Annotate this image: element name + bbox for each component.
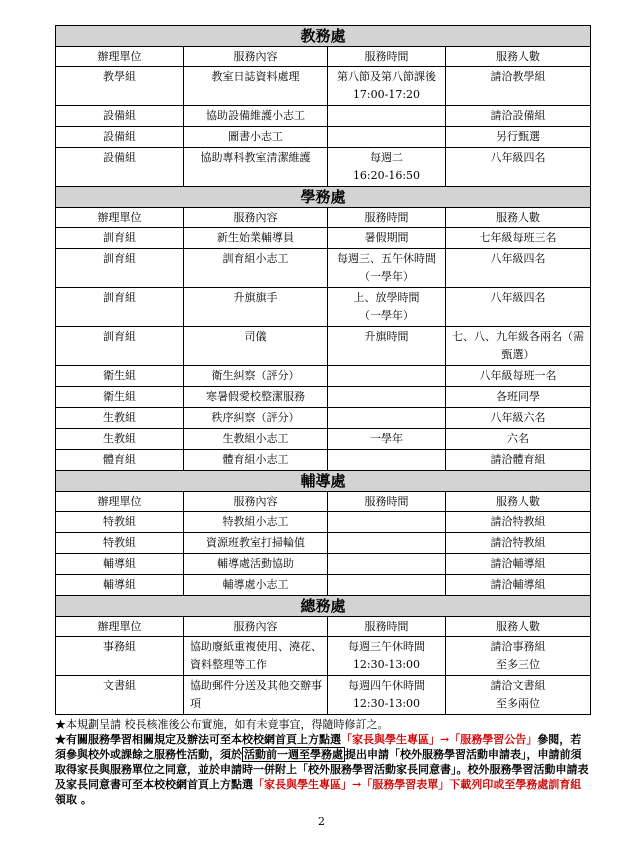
cell-unit: 訓育組 (56, 288, 184, 327)
column-header-row (56, 47, 591, 67)
cell-content: 衛生糾察（評分） (184, 366, 328, 387)
table-row (56, 429, 591, 450)
table-row (56, 450, 591, 471)
table-row (56, 533, 591, 554)
column-header: 服務內容 (184, 617, 328, 637)
cell-time: 升旗時間 (328, 327, 446, 366)
cell-count: 請洽輔導組 (446, 575, 591, 596)
section-title: 學務處 (56, 187, 591, 208)
table-row (56, 106, 591, 127)
column-header: 辦理單位 (56, 617, 184, 637)
column-header: 服務人數 (446, 47, 591, 67)
cell-unit: 輔導組 (56, 575, 184, 596)
cell-count: 請洽特教組 (446, 512, 591, 533)
page-number: 2 (318, 815, 325, 828)
note-approval: ★本規劃呈請 校長核准後公布實施，如有未竟事宜，得隨時修訂之。 (55, 718, 389, 731)
table-row (56, 554, 591, 575)
table-row (56, 512, 591, 533)
cell-content: 協助設備維護小志工 (184, 106, 328, 127)
cell-unit: 文書組 (56, 676, 184, 715)
table-row (56, 228, 591, 249)
cell-time: 上、放學時間 （一學年） (328, 288, 446, 327)
cell-content: 司儀 (184, 327, 328, 366)
column-header: 服務人數 (446, 617, 591, 637)
notes (55, 717, 590, 807)
cell-time: 每週四午休時間 12:30-13:00 (328, 676, 446, 715)
cell-unit: 事務組 (56, 637, 184, 676)
cell-unit: 設備組 (56, 106, 184, 127)
cell-time: 每週三、五午休時間（一學年） (328, 249, 446, 288)
table-row (56, 327, 591, 366)
cell-count: 八年級四名 (446, 249, 591, 288)
column-header: 服務人數 (446, 492, 591, 512)
table-row (56, 148, 591, 187)
cell-count: 請洽輔導組 (446, 554, 591, 575)
cell-time: 第八節及第八節課後17:00-17:20 (328, 67, 446, 106)
cell-count: 各班同學 (446, 387, 591, 408)
cell-count: 另行甄選 (446, 127, 591, 148)
column-header: 辦理單位 (56, 47, 184, 67)
cell-count: 七、八、九年級各兩名（需甄選） (446, 327, 591, 366)
section-title: 總務處 (56, 596, 591, 617)
cell-count: 八年級四名 (446, 148, 591, 187)
column-header: 服務內容 (184, 47, 328, 67)
section-title: 輔導處 (56, 471, 591, 492)
table-row (56, 249, 591, 288)
cell-time: 暑假期間 (328, 228, 446, 249)
cell-time (328, 512, 446, 533)
table-row (56, 288, 591, 327)
cell-time (328, 554, 446, 575)
cell-count: 請洽特教組 (446, 533, 591, 554)
cell-count: 六名 (446, 429, 591, 450)
cell-count: 八年級四名 (446, 288, 591, 327)
table-row (56, 387, 591, 408)
column-header: 服務時間 (328, 208, 446, 228)
cell-count: 八年級六名 (446, 408, 591, 429)
table-row (56, 575, 591, 596)
cell-content: 秩序糾察（評分） (184, 408, 328, 429)
cell-time (328, 387, 446, 408)
table-row (56, 408, 591, 429)
cell-count: 八年級每班一名 (446, 366, 591, 387)
cell-content: 輔導處活動協助 (184, 554, 328, 575)
cell-unit: 教學組 (56, 67, 184, 106)
note-service-learning: ★有關服務學習相關規定及辦法可至本校校網首頁上方點選「家長與學生專區」→「服務學習公告」參閱，若須參與校外或課餘之服務性活動，須於 活動前一週至學務處 提出申請「校外服務學習活動申請表」，申請前須取得家長與服務單位之同意，並於申請時一併附上「校外服務學習活動家長同意書」。校外服務學習活動申請表及家長同意書可至本校校網首頁上方點選「家長與學生專區」→「服務學習表單」下載列印或至學務處訓育組領取 。 (55, 733, 589, 806)
cell-time (328, 450, 446, 471)
cell-content: 教室日誌資料處理 (184, 67, 328, 106)
cell-content: 資源班教室打掃輪值 (184, 533, 328, 554)
table-row (56, 127, 591, 148)
cell-time (328, 106, 446, 127)
cell-count: 請洽教學組 (446, 67, 591, 106)
table-row (56, 366, 591, 387)
column-header-row (56, 617, 591, 637)
cell-time: 每週三午休時間 12:30-13:00 (328, 637, 446, 676)
section-header (56, 26, 591, 47)
cell-time (328, 366, 446, 387)
cell-content: 寒暑假愛校整潔服務 (184, 387, 328, 408)
cell-unit: 特教組 (56, 512, 184, 533)
cell-time (328, 127, 446, 148)
table-row (56, 637, 591, 676)
link-service-forms[interactable]: 「家長與學生專區」→「服務學習表單」下載列印或至學務處訓育組 (253, 778, 582, 791)
section-header (56, 187, 591, 208)
column-header: 服務時間 (328, 47, 446, 67)
cell-count: 請洽設備組 (446, 106, 591, 127)
document-page (55, 25, 590, 807)
column-header-row (56, 208, 591, 228)
cell-content: 協助專科教室清潔維護 (184, 148, 328, 187)
section-title: 教務處 (56, 26, 591, 47)
table-row (56, 676, 591, 715)
cell-content: 特教組小志工 (184, 512, 328, 533)
cell-unit: 衛生組 (56, 366, 184, 387)
section-header (56, 471, 591, 492)
cell-count: 請洽事務組 至多三位 (446, 637, 591, 676)
cell-content: 輔導處小志工 (184, 575, 328, 596)
column-header: 服務人數 (446, 208, 591, 228)
cell-unit: 衛生組 (56, 387, 184, 408)
cell-count: 請洽文書組 至多兩位 (446, 676, 591, 715)
column-header: 服務內容 (184, 208, 328, 228)
cell-time: 一學年 (328, 429, 446, 450)
column-header: 辦理單位 (56, 208, 184, 228)
cell-time (328, 575, 446, 596)
cell-time (328, 408, 446, 429)
cell-unit: 輔導組 (56, 554, 184, 575)
column-header: 服務時間 (328, 617, 446, 637)
cell-content: 協助郵件分送及其他交辦事項 (184, 676, 328, 715)
cell-unit: 訓育組 (56, 327, 184, 366)
deadline-box: 活動前一週至學務處 (244, 748, 343, 761)
cell-content: 協助廢紙重複使用、澆花、資料整理等工作 (184, 637, 328, 676)
cell-unit: 生教組 (56, 429, 184, 450)
cell-unit: 設備組 (56, 127, 184, 148)
cell-unit: 生教組 (56, 408, 184, 429)
cell-unit: 設備組 (56, 148, 184, 187)
column-header: 服務內容 (184, 492, 328, 512)
cell-unit: 訓育組 (56, 249, 184, 288)
cell-unit: 體育組 (56, 450, 184, 471)
service-table (55, 25, 591, 715)
cell-content: 圖書小志工 (184, 127, 328, 148)
cell-content: 生教組小志工 (184, 429, 328, 450)
link-service-announcement[interactable]: 「家長與學生專區」→「服務學習公告」 (341, 733, 538, 746)
cell-unit: 特教組 (56, 533, 184, 554)
cell-unit: 訓育組 (56, 228, 184, 249)
cell-content: 體育組小志工 (184, 450, 328, 471)
column-header: 服務時間 (328, 492, 446, 512)
cell-content: 升旗旗手 (184, 288, 328, 327)
cell-content: 訓育組小志工 (184, 249, 328, 288)
cell-count: 七年級每班三名 (446, 228, 591, 249)
cell-count: 請洽體育組 (446, 450, 591, 471)
column-header: 辦理單位 (56, 492, 184, 512)
cell-time (328, 533, 446, 554)
cell-time: 每週二 16:20-16:50 (328, 148, 446, 187)
table-row (56, 67, 591, 106)
column-header-row (56, 492, 591, 512)
section-header (56, 596, 591, 617)
cell-content: 新生始業輔導員 (184, 228, 328, 249)
